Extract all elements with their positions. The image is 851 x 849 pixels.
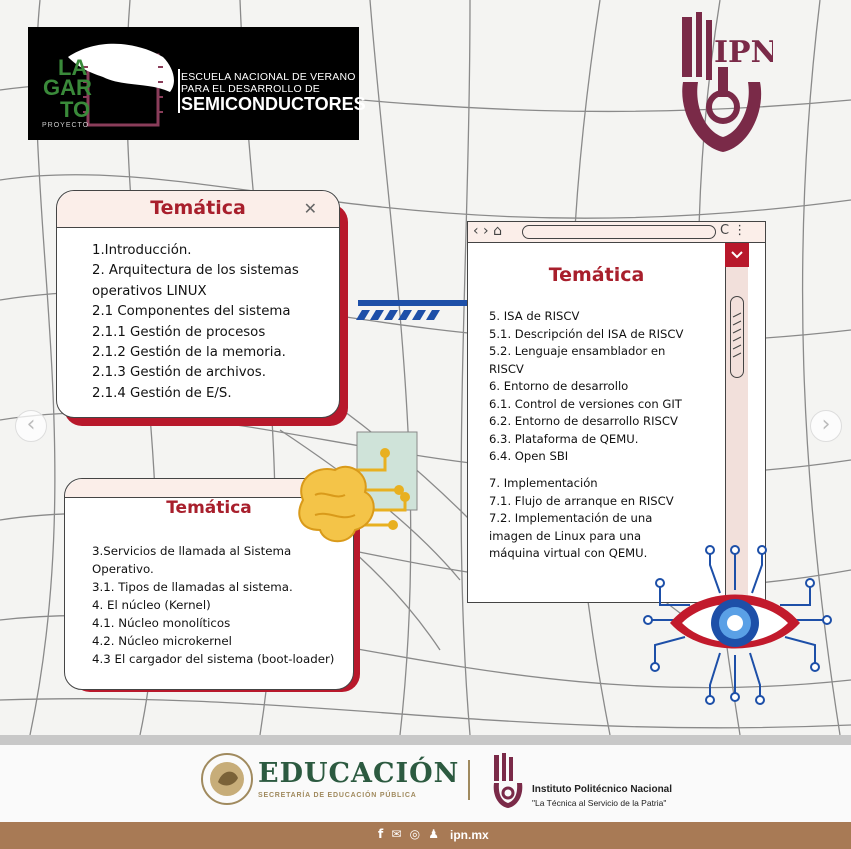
list-item: 6.4. Open SBI [489,449,569,463]
card1-title: Temática [150,197,246,219]
mexico-seal-icon [200,752,255,807]
list-item: 4.1. Núcleo monolíticos [92,616,231,630]
lagarto-gar: GAR [43,75,92,100]
circuit-eye-icon [640,545,835,705]
tematica-card-1 [56,190,340,418]
list-item: 7.2. Implementación de una [489,511,653,525]
close-icon[interactable]: ✕ [303,199,317,218]
list-item: 2.1.2 Gestión de la memoria. [92,345,286,361]
list-item: RISCV [489,361,524,376]
list-item: 2. Arquitectura de los sistemas [92,263,299,279]
list-item: Operativo. [92,562,154,576]
list-item: 2.1.1 Gestión de procesos [92,324,266,340]
ipn-footer-logo-icon [490,753,526,809]
browser-toolbar [468,222,765,243]
sep-subtitle: SECRETARÍA DE EDUCACIÓN PÚBLICA [258,792,417,799]
list-item: 2.1 Componentes del sistema [92,304,291,320]
ipn-logo-text: IPN [714,35,773,70]
ipn-logo [668,12,773,160]
reload-menu-icons[interactable]: C ⋮ [720,223,747,238]
browser-list-a [489,308,683,466]
list-item: 5.1. Descripción del ISA de RISCV [489,326,684,341]
card2-title: Temática [166,498,252,518]
list-item: 7.1. Flujo de arranque en RISCV [489,493,674,508]
lagarto-proyecto: PROYECTO [42,122,90,129]
list-item: operativos LINUX [92,283,207,299]
list-item: 6. Entorno de desarrollo [489,379,629,393]
browser-title: Temática [548,264,645,286]
list-item: 5. ISA de RISCV [489,309,580,323]
lagarto-la: LA [58,55,88,80]
card2-list [92,542,334,668]
website-link[interactable]: ipn.mx [450,828,489,842]
thumb-grip-icon [731,297,743,377]
school-line-2: PARA EL DESARROLLO DE [181,83,320,95]
list-item: 4.3 El cargador del sistema (boot-loader) [92,652,335,666]
ipn-name: Instituto Politécnico Nacional [532,784,673,795]
list-item: 3.1. Tipos de llamadas al sistema. [92,580,293,594]
list-item: 6.2. Entorno de desarrollo RISCV [489,414,678,428]
ipn-shield-icon [668,12,773,160]
carousel-prev-button[interactable]: ‹ [15,410,47,442]
list-item: máquina virtual con QEMU. [489,546,648,560]
lagarto-to: TO [60,97,91,122]
list-item: 4. El núcleo (Kernel) [92,598,211,612]
url-bar[interactable] [522,225,716,239]
list-item: 3.Servicios de llamada al Sistema [92,544,292,558]
list-item: 1.Introducción. [92,243,192,258]
list-item: imagen de Linux para una [489,528,642,543]
list-item: 2.1.3 Gestión de archivos. [92,365,266,381]
footer-divider [0,735,851,745]
browser-nav-icons[interactable]: ‹ › ⌂ [473,223,502,239]
carousel-next-button[interactable]: › [810,410,842,442]
circuit-brain-icon [295,430,425,560]
school-line-3: SEMICONDUCTORES [181,94,366,114]
scroll-thumb[interactable] [730,296,744,378]
ipn-motto: "La Técnica al Servicio de la Patria" [532,798,667,808]
list-item: 6.1. Control de versiones con GIT [489,396,682,411]
list-item: 7. Implementación [489,476,598,490]
list-item: 4.2. Núcleo microkernel [92,634,232,648]
school-line-1: ESCUELA NACIONAL DE VERANO [181,71,356,83]
card1-list [92,241,299,404]
educacion-wordmark: EDUCACIÓN [258,758,460,789]
scroll-up-button[interactable] [725,243,749,267]
list-item: 2.1.4 Gestión de E/S. [92,385,232,401]
list-item: 5.2. Lenguaje ensamblador en [489,344,666,358]
footer-separator [468,760,470,800]
list-item: 6.3. Plataforma de QEMU. [489,431,639,446]
social-icons[interactable]: f ✉ ◎ ♟ [378,827,442,841]
lagarto-logo [28,27,366,140]
chevron-down-icon [725,243,749,267]
